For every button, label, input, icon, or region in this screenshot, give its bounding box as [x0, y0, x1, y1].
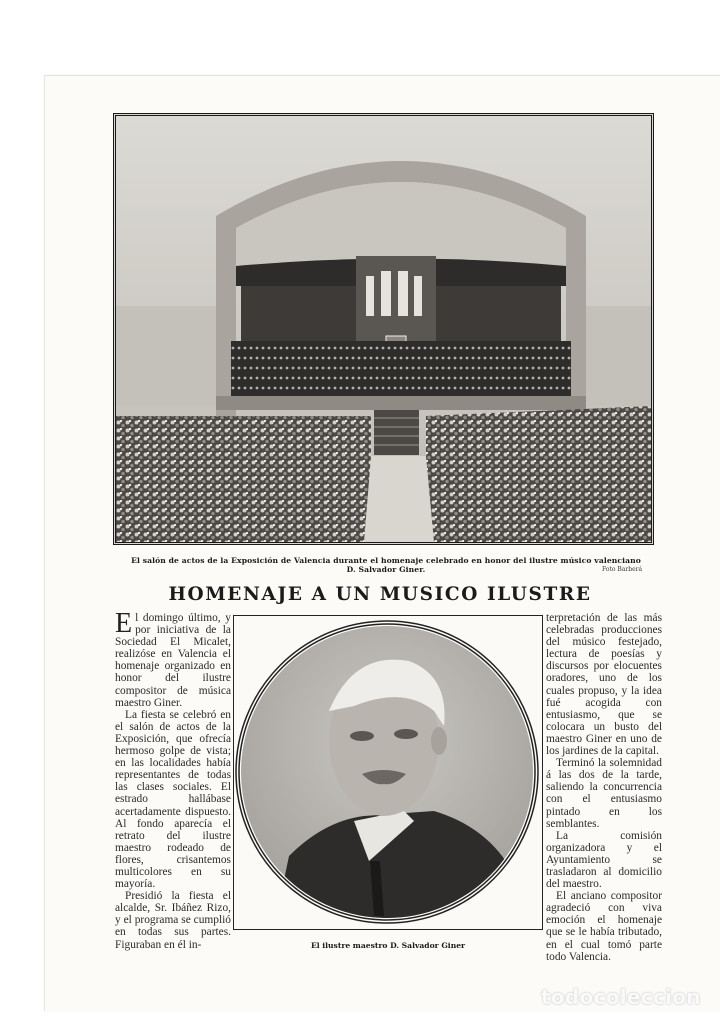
paragraph: La comisión organizadora y el Ayuntamiento se trasladaron al domicilio del maestro.: [546, 829, 662, 891]
paragraph: Terminó la solemnidad á las dos de la tarde, saliendo la concurrencia con el entusiasmo pintado en los semblantes.: [546, 757, 662, 830]
photo-caption: [116, 556, 656, 574]
photo-caption-line1: El salón de actos de la Exposición de Valencia durante el homenaje celebrado en honor del ilustre músico valenciano: [131, 556, 641, 565]
photo-caption-line2: D. Salvador Giner.: [346, 565, 426, 574]
paragraph: terpretación de las más celebradas producciones del músico festejado, lectura de poesías y discursos por elocuentes oradores, uno de los cuales propuso, y la idea fué acogida con entusiasmo, que se colocara un busto del maestro Giner en uno de los jardines de la capital.: [546, 612, 662, 758]
paragraph: Presidió la fiesta el alcalde, Sr. Ibáñez Rizo, y el programa se cumplió en todas sus partes. Figuraban en él in-: [115, 890, 231, 951]
drop-cap: E: [115, 608, 133, 639]
article-right-column: [546, 612, 662, 963]
watermark-logo: todocoleccion: [541, 985, 701, 1009]
concert-hall-photo: [113, 113, 654, 545]
article-headline: HOMENAJE A UN MUSICO ILUSTRE: [168, 584, 592, 605]
paragraph: El anciano compositor agradeció con viva emoción el homenaje que se le había tributado, en el cual tomó parte todo Valencia.: [546, 890, 662, 963]
paragraph: [115, 608, 231, 709]
paragraph: La fiesta se celebró en el salón de actos de la Exposición, que ofrecía hermoso golpe de vista; en las localidades había representantes de todas las clases sociales. El estrado hallábase acertadamente dispuesto. Al fondo aparecía el retrato del ilustre maestro rodeado de flores, crisantemos multicolores en su mayoría.: [115, 708, 231, 891]
article-left-column: [115, 608, 231, 951]
portrait-caption: El ilustre maestro D. Salvador Giner: [310, 941, 466, 950]
concert-hall-illustration: [116, 116, 651, 542]
portrait-photo: [233, 615, 543, 930]
photo-credit: Foto Barberá: [602, 566, 643, 573]
portrait-illustration: [234, 616, 541, 928]
paragraph-text: l domingo último, y por iniciativa de la Sociedad El Micalet, realizóse en Valencia el homenaje organizado en honor del ilustre compositor de música maestro Giner.: [115, 612, 231, 709]
